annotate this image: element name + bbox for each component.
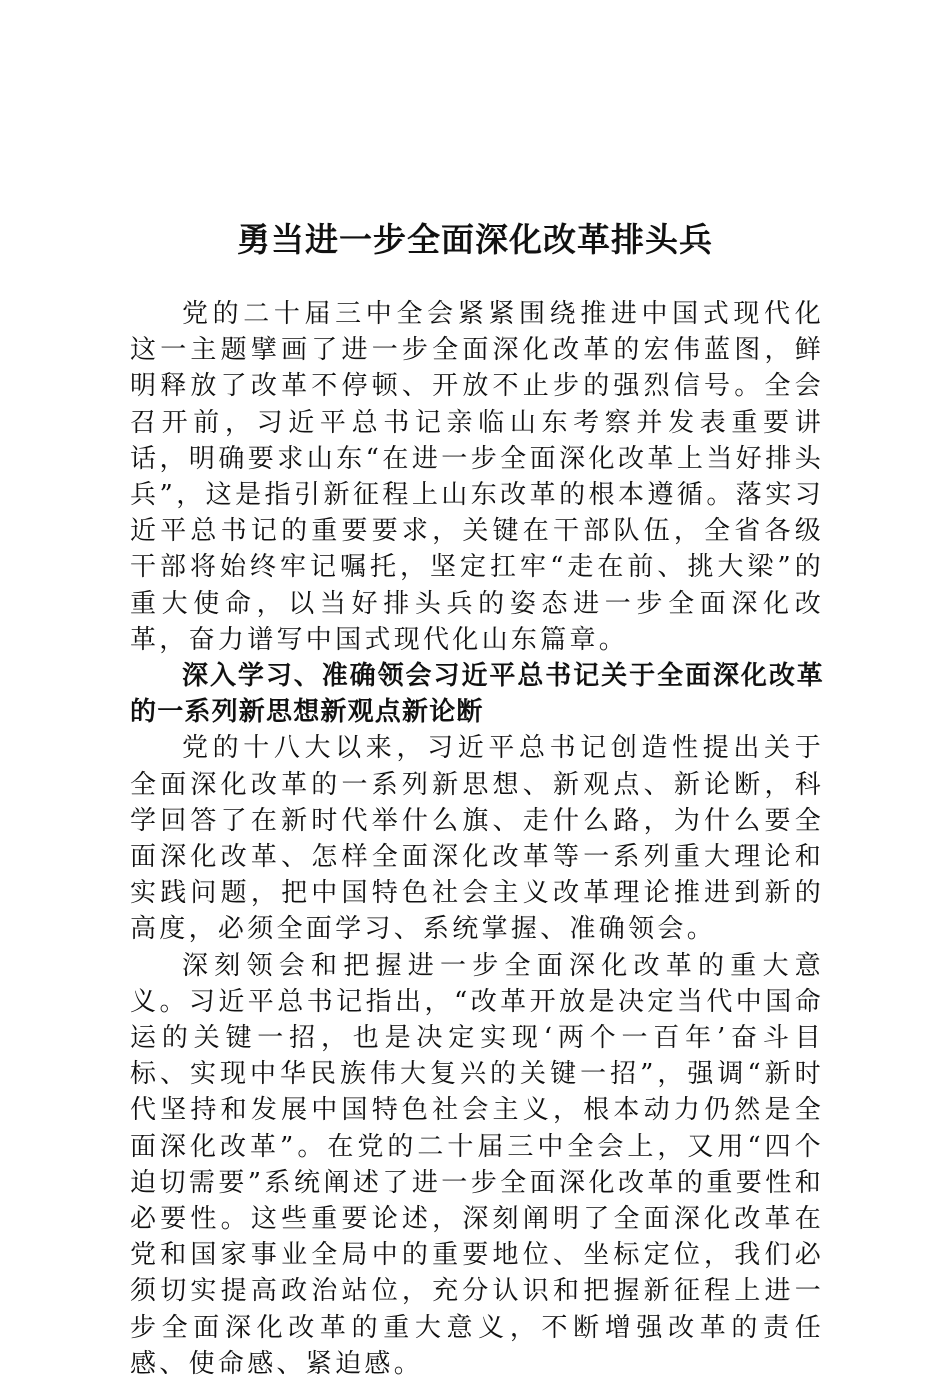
document-title: 勇当进一步全面深化改革排头兵 <box>237 220 713 260</box>
intro-paragraph: 党的二十届三中全会紧紧围绕推进中国式现代化这一主题擘画了进一步全面深化改革的宏伟蓝图，鲜明释放了改革不停顿、开放不止步的强烈信号。全会召开前，习近平总书记亲临山东考察并发表重要讲话，明确要求山东“在进一步全面深化改革上当好排头兵”，这是指引新征程上山东改革的根本遵循。落实习近平总书记的重要要求，关键在干部队伍，全省各级干部将始终牢记嘱托，坚定扛牢“走在前、挑大梁”的重大使命，以当好排头兵的姿态进一步全面深化改革，奋力谱写中国式现代化山东篇章。 <box>130 299 824 655</box>
document-body <box>130 296 824 1382</box>
body-paragraph: 深刻领会和把握进一步全面深化改革的重大意义。习近平总书记指出，“改革开放是决定当代中国命运的关键一招，也是决定实现‘两个一百年’奋斗目标、实现中华民族伟大复兴的关键一招”，强调“新时代坚持和发展中国特色社会主义，根本动力仍然是全面深化改革”。在党的二十届三中全会上，又用“四个迫切需要”系统阐述了进一步全面深化改革的重要性和必要性。这些重要论述，深刻阐明了全面深化改革在党和国家事业全局中的重要地位、坐标定位，我们必须切实提高政治站位，充分认识和把握新征程上进一步全面深化改革的重大意义，不断增强改革的责任感、使命感、紧迫感。 <box>130 950 824 1379</box>
section-heading: 深入学习、准确领会习近平总书记关于全面深化改革的一系列新思想新观点新论断 <box>130 661 824 728</box>
body-paragraph: 党的十八大以来，习近平总书记创造性提出关于全面深化改革的一系列新思想、新观点、新论断，科学回答了在新时代举什么旗、走什么路，为什么要全面深化改革、怎样全面深化改革等一系列重大理论和实践问题，把中国特色社会主义改革理论推进到新的高度，必须全面学习、系统掌握、准确领会。 <box>130 733 824 945</box>
